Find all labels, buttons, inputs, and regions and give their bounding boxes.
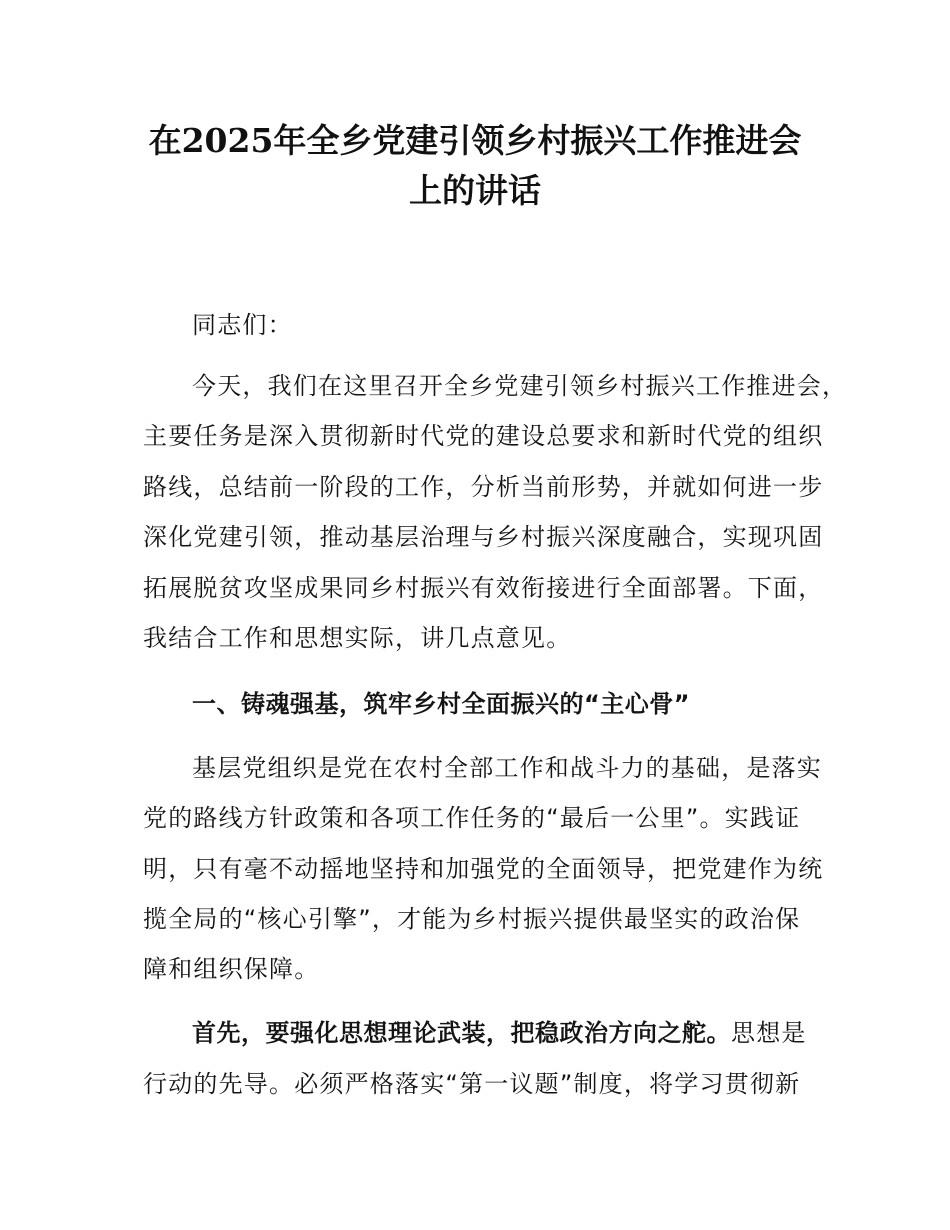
section-heading: 一、铸魂强基，筑牢乡村全面振兴的“主心骨” xyxy=(192,690,691,718)
intro-line: 主要任务是深入贯彻新时代党的建设总要求和新时代党的组织 xyxy=(143,422,824,450)
intro-line: 我结合工作和思想实际，讲几点意见。 xyxy=(143,624,572,652)
intro-line: 今天，我们在这里召开全乡党建引领乡村振兴工作推进会， xyxy=(192,372,848,400)
point-lead: 首先，要强化思想理论武装，把稳政治方向之舵。 xyxy=(192,1019,731,1047)
section-line: 党的路线方针政策和各项工作任务的“最后一公里”。实践证 xyxy=(143,804,801,832)
intro-line: 拓展脱贫攻坚成果同乡村振兴有效衔接进行全面部署。下面， xyxy=(143,574,824,602)
point-text: 思想是 xyxy=(731,1019,807,1047)
section-line: 明，只有毫不动摇地坚持和加强党的全面领导，把党建作为统 xyxy=(143,855,824,883)
document-title xyxy=(110,116,840,216)
intro-line: 深化党建引领，推动基层治理与乡村振兴深度融合，实现巩固 xyxy=(143,523,824,551)
point-line: 行动的先导。必须严格落实“第一议题”制度，将学习贯彻新 xyxy=(143,1070,801,1098)
section-line: 障和组织保障。 xyxy=(143,955,320,983)
intro-line: 路线，总结前一阶段的工作，分析当前形势，并就如何进一步 xyxy=(143,473,824,501)
salutation: 同志们： xyxy=(192,311,293,339)
title-line-2: 上的讲话 xyxy=(409,171,541,210)
section-line: 基层党组织是党在农村全部工作和战斗力的基础，是落实 xyxy=(192,754,822,782)
section-line: 揽全局的“核心引擎”，才能为乡村振兴提供最坚实的政治保 xyxy=(143,905,801,933)
point-paragraph xyxy=(192,1016,807,1050)
title-line-1: 在2025年全乡党建引领乡村振兴工作推进会 xyxy=(148,121,802,160)
